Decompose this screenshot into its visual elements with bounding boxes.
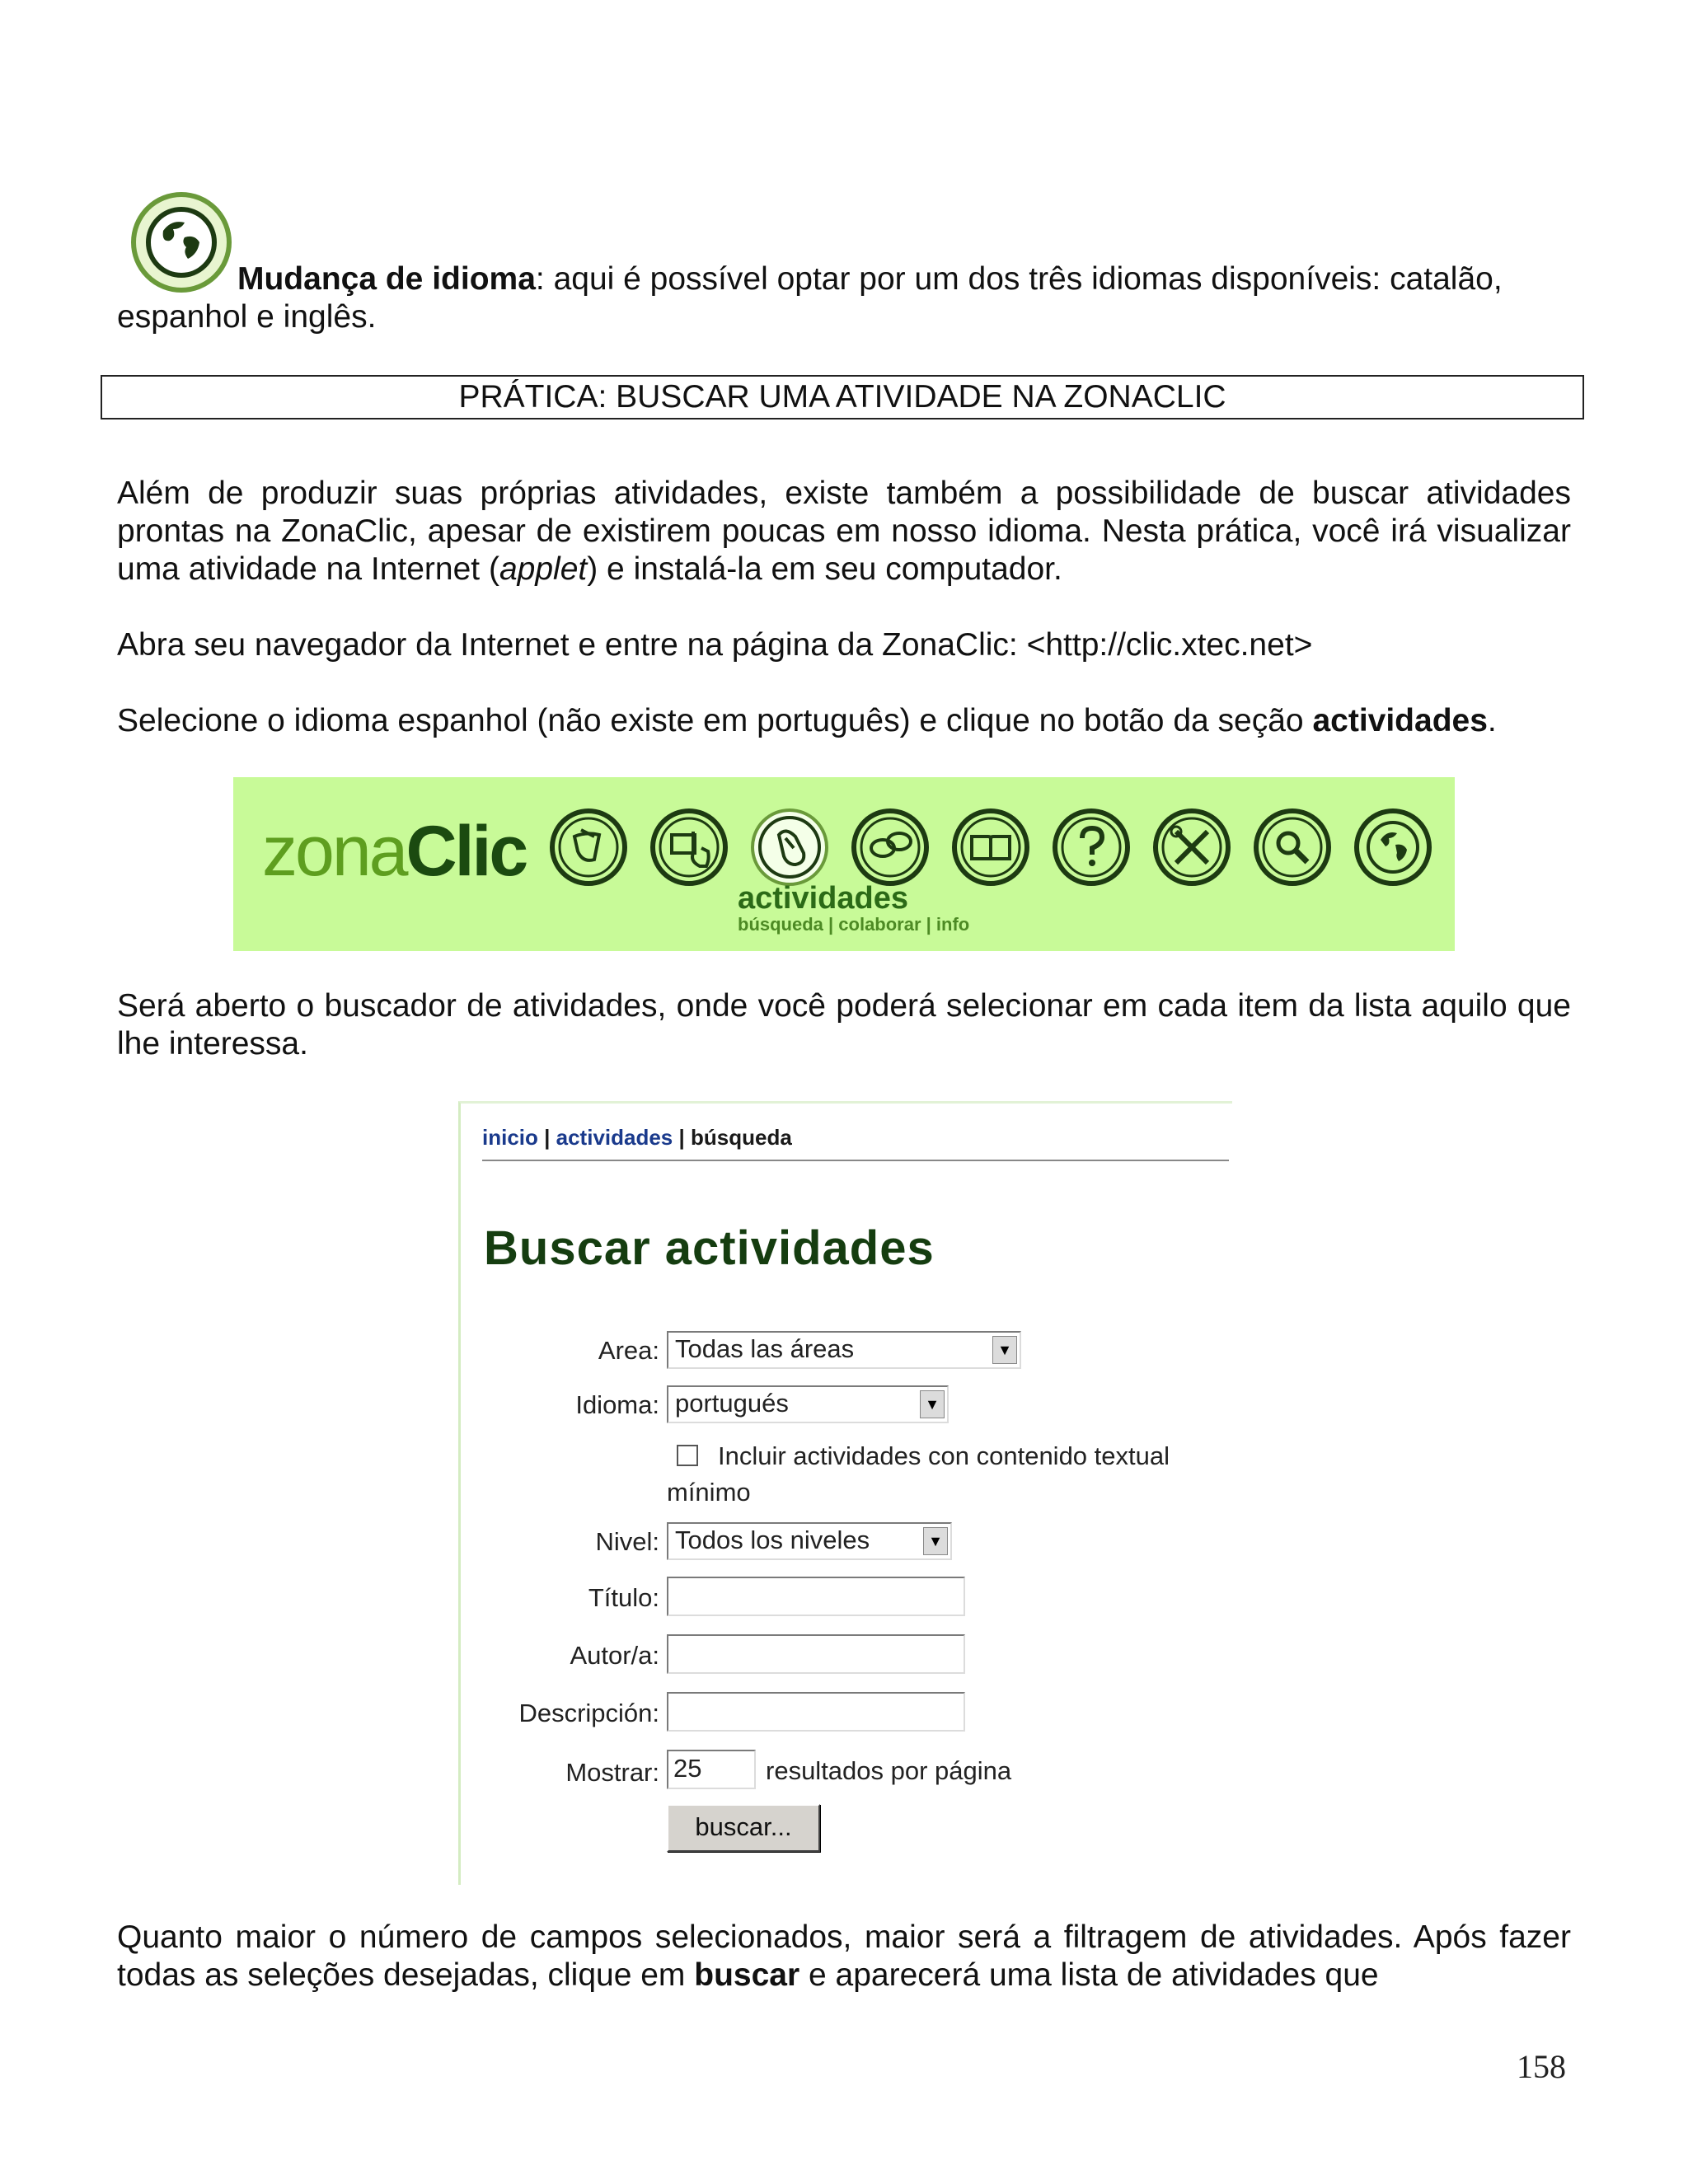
zonaclic-banner (233, 777, 1455, 951)
nivel-select-value: Todos los niveles (675, 1526, 870, 1554)
intro-text-2: espanhol e inglês. (117, 299, 377, 335)
mostrar-label: Mostrar: (565, 1758, 659, 1787)
chat-bubbles-icon[interactable] (850, 807, 931, 888)
search-button[interactable]: buscar... (667, 1804, 820, 1852)
area-select[interactable] (667, 1331, 1021, 1369)
idioma-select-value: portugués (675, 1389, 789, 1418)
para5-line1: Quanto maior o número de campos selecionados, maior será a filtragem de atividades. Após fazer (117, 1919, 1571, 1955)
titulo-label: Título: (588, 1583, 659, 1612)
mouse-icon[interactable] (749, 807, 830, 888)
para5-text: todas as seleções desejadas, clique em (117, 1957, 695, 1993)
results-per-page-input[interactable]: 25 (667, 1750, 756, 1789)
paragraph-results (117, 1919, 1571, 1994)
minimal-text-checkbox-label: Incluir actividades con contenido textual mínimo (667, 1441, 1170, 1507)
magnifier-icon[interactable] (1252, 807, 1333, 888)
actividades-sub-links[interactable]: búsqueda | colaborar | info (738, 914, 970, 935)
actividades-label[interactable]: actividades (738, 881, 908, 916)
para5-bold: buscar (694, 1957, 800, 1993)
descripcion-input[interactable] (667, 1692, 965, 1732)
para3-text-after: . (1487, 703, 1497, 738)
page-title: Buscar actividades (484, 1221, 935, 1275)
pencil-icon[interactable] (548, 807, 629, 888)
question-icon[interactable] (1051, 807, 1132, 888)
chevron-down-icon[interactable]: ▼ (992, 1336, 1017, 1364)
descripcion-label: Descripción: (518, 1699, 659, 1727)
paragraph-search-opens: Será aberto o buscador de atividades, onde você poderá selecionar em cada item da lista aquilo que lhe interessa. (117, 988, 1571, 1062)
page-number: 158 (1517, 2048, 1566, 2085)
para3-bold: actividades (1312, 703, 1488, 738)
area-label: Area: (598, 1336, 659, 1365)
chevron-down-icon[interactable]: ▼ (923, 1527, 948, 1555)
para1-text-after: ) e instalá-la em seu computador. (587, 551, 1062, 587)
para1-text: Além de produzir suas próprias atividades, existe também a possibilidade de buscar atividades prontas na ZonaClic, apesar de existirem poucas em nosso idioma. Nesta prática, você irá visualizar uma atividade na Internet ( (117, 476, 1571, 587)
idioma-label: Idioma: (575, 1390, 659, 1419)
book-icon[interactable] (950, 807, 1031, 888)
chevron-down-icon[interactable]: ▼ (920, 1390, 945, 1418)
paragraph-intro-practice (117, 475, 1571, 588)
autor-input[interactable] (667, 1634, 965, 1674)
nivel-label: Nivel: (595, 1527, 659, 1556)
breadcrumb-divider (482, 1160, 1229, 1161)
titulo-input[interactable] (667, 1577, 965, 1616)
para3-text: Selecione o idioma espanhol (não existe em português) e clique no botão da seção (117, 703, 1313, 738)
nivel-select[interactable] (667, 1522, 952, 1560)
area-select-value: Todas las áreas (675, 1334, 855, 1363)
logo-clic: Clic (406, 812, 527, 891)
zonaclic-logo (262, 810, 526, 893)
practice-title-box: PRÁTICA: BUSCAR UMA ATIVIDADE NA ZONACLIC (101, 375, 1584, 419)
tools-icon[interactable] (1151, 807, 1232, 888)
intro-heading: Mudança de idioma (237, 261, 536, 297)
intro-paragraph (117, 260, 1571, 336)
breadcrumb-inicio[interactable]: inicio (482, 1125, 538, 1150)
globe-icon[interactable] (1353, 807, 1433, 888)
breadcrumb-actividades[interactable]: actividades (556, 1125, 673, 1150)
results-per-page-label: resultados por página (766, 1756, 1012, 1785)
breadcrumb-busqueda: búsqueda (691, 1125, 792, 1150)
hand-pointer-icon[interactable] (649, 807, 729, 888)
search-form-panel (458, 1101, 1232, 1885)
paragraph-open-browser: Abra seu navegador da Internet e entre na página da ZonaClic: <http://clic.xtec.net> (117, 627, 1313, 663)
para5-text-after: e aparecerá uma lista de atividades que (799, 1957, 1379, 1993)
paragraph-select-language (117, 702, 1571, 740)
intro-text: : aqui é possível optar por um dos três idiomas disponíveis: catalão, (535, 261, 1503, 297)
breadcrumb (482, 1125, 792, 1151)
breadcrumb-separator: | (673, 1125, 692, 1150)
breadcrumb-separator: | (537, 1125, 556, 1150)
autor-label: Autor/a: (570, 1641, 659, 1670)
logo-zona: zona (262, 812, 406, 891)
idioma-select[interactable] (667, 1385, 949, 1423)
para1-italic: applet (499, 551, 588, 587)
